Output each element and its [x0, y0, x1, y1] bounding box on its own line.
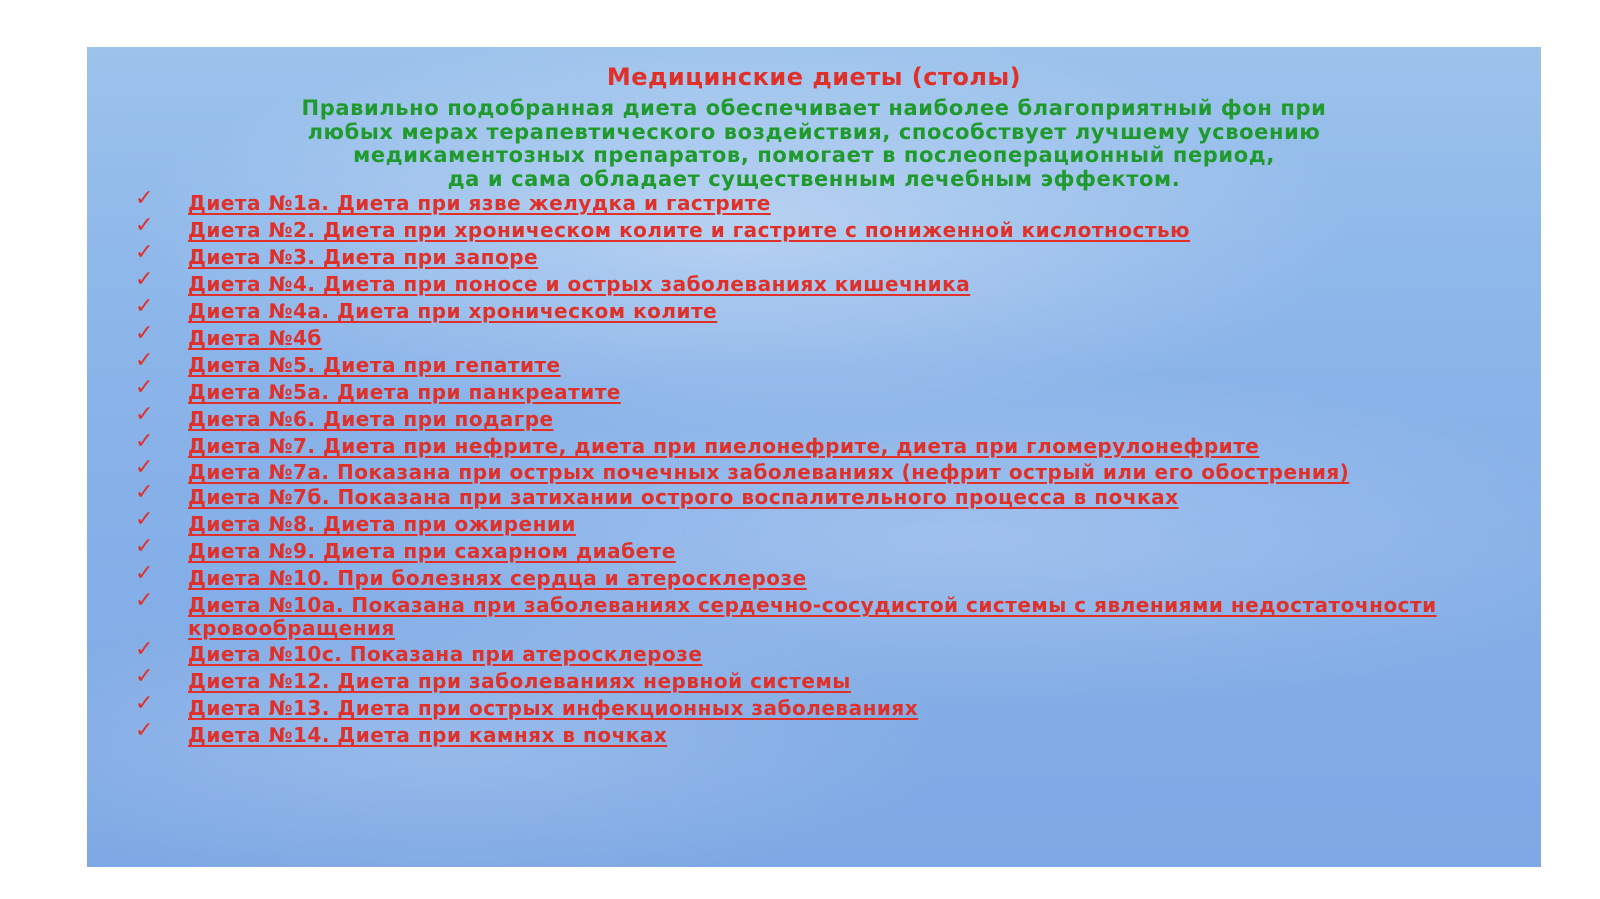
list-item: [135, 534, 1515, 564]
list-item: [135, 561, 1515, 591]
diet-link[interactable]: Диета №4. Диета при поносе и острых заболеваниях кишечника: [188, 271, 971, 296]
checkmark-icon: ✓: [135, 374, 154, 400]
slide-title: Медицинские диеты (столы): [606, 63, 1022, 91]
checkmark-icon: ✓: [135, 347, 154, 373]
diet-link[interactable]: Диета №7. Диета при нефрите, диета при пиелонефрите, диета при гломерулонефрите: [188, 433, 1260, 458]
diet-link[interactable]: Диета №10с. Показана при атеросклерозе: [188, 641, 703, 666]
diet-link[interactable]: Диета №10. При болезнях сердца и атеросклерозе: [188, 566, 807, 591]
diet-link[interactable]: Диета №7б. Показана при затихании острого воспалительного процесса в почках: [188, 485, 1179, 510]
diet-link[interactable]: Диета №7а. Показана при острых почечных заболеваниях (нефрит острый или его обострения): [188, 459, 1350, 484]
checkmark-icon: ✓: [135, 663, 154, 689]
list-item: [135, 293, 1515, 323]
diet-link[interactable]: Диета №4б: [188, 325, 322, 350]
checkmark-icon: ✓: [135, 588, 154, 614]
checkmark-icon: ✓: [135, 428, 154, 454]
diet-link[interactable]: Диета №2. Диета при хроническом колите и гастрите с пониженной кислотностью: [188, 217, 1191, 242]
checkmark-icon: ✓: [135, 690, 154, 716]
slide: [87, 47, 1541, 867]
checkmark-icon: ✓: [135, 507, 154, 533]
diet-link[interactable]: Диета №12. Диета при заболеваниях нервной системы: [188, 668, 851, 693]
diet-link[interactable]: Диета №10а. Показана при заболеваниях сердечно-сосудистой системы с явлениями недостаточности кровообращения: [188, 593, 1437, 641]
intro-line: Правильно подобранная диета обеспечивает наиболее благоприятный фон при: [301, 96, 1327, 120]
list-item: [135, 401, 1515, 431]
checkmark-icon: ✓: [135, 266, 154, 292]
checkmark-icon: ✓: [135, 454, 154, 480]
diet-link[interactable]: Диета №6. Диета при подагре: [188, 406, 554, 431]
list-item: [135, 347, 1515, 377]
checkmark-icon: ✓: [135, 636, 154, 662]
list-item: [135, 212, 1515, 242]
checkmark-icon: ✓: [135, 401, 154, 427]
checkmark-icon: ✓: [135, 320, 154, 346]
checkmark-icon: ✓: [135, 212, 154, 238]
diet-link[interactable]: Диета №13. Диета при острых инфекционных заболеваниях: [188, 695, 919, 720]
list-item: [135, 454, 1515, 484]
intro-text: [127, 97, 1501, 191]
diet-list: [135, 186, 1515, 751]
diet-link[interactable]: Диета №9. Диета при сахарном диабете: [188, 539, 676, 564]
intro-line: любых мерах терапевтического воздействия, способствует лучшему усвоению: [307, 119, 1321, 144]
diet-link[interactable]: Диета №5. Диета при гепатите: [188, 352, 561, 377]
list-item: [135, 480, 1515, 510]
checkmark-icon: ✓: [135, 293, 154, 319]
list-item: [135, 320, 1515, 350]
diet-link[interactable]: Диета №14. Диета при камнях в почках: [188, 722, 668, 747]
list-item: [135, 186, 1515, 215]
diet-link[interactable]: Диета №8. Диета при ожирении: [188, 512, 576, 537]
list-item: [135, 663, 1515, 693]
list-item: [135, 374, 1515, 404]
list-item: [135, 636, 1515, 666]
intro-line: медикаментозных препаратов, помогает в послеоперационный период,: [353, 143, 1275, 167]
checkmark-icon: ✓: [135, 186, 154, 211]
intro-line: да и сама обладает существенным лечебным эффектом.: [447, 166, 1181, 191]
diet-link[interactable]: Диета №5а. Диета при панкреатите: [188, 379, 621, 404]
diet-link[interactable]: Диета №3. Диета при запоре: [188, 244, 539, 269]
diet-link[interactable]: Диета №1а. Диета при язве желудка и гастрите: [188, 191, 771, 215]
list-item: [135, 690, 1515, 720]
list-item: [135, 507, 1515, 537]
list-item: [135, 266, 1515, 296]
diet-link[interactable]: Диета №4а. Диета при хроническом колите: [188, 298, 718, 323]
checkmark-icon: ✓: [135, 717, 154, 743]
checkmark-icon: ✓: [135, 534, 154, 560]
checkmark-icon: ✓: [135, 561, 154, 587]
list-item: [135, 239, 1515, 269]
list-item: [135, 588, 1515, 641]
checkmark-icon: ✓: [135, 480, 154, 506]
list-item: [135, 428, 1515, 458]
list-item: [135, 717, 1515, 747]
checkmark-icon: ✓: [135, 239, 154, 265]
